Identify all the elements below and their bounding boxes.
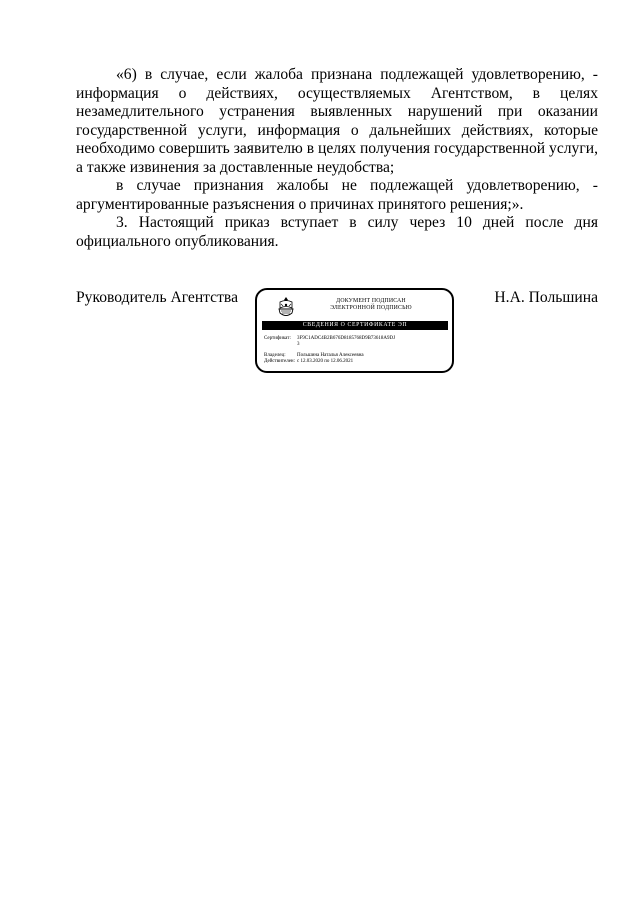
signatory-name: Н.А. Польшина <box>494 289 598 306</box>
validity-label: Действителен: <box>264 359 295 364</box>
coat-of-arms-icon <box>277 296 295 320</box>
certificate-label: Сертификат: <box>264 336 291 341</box>
certificate-row <box>264 336 450 342</box>
paragraph-entry-into-force: 3. Настоящий приказ вступает в силу через 10 дней после дня официального опубликования. <box>76 214 598 250</box>
paragraph-complaint-satisfied: «6) в случае, если жалоба признана подлежащей удовлетворению, - информация о действиях, осуществляемых Агентством, в целях незамедлительного устранения выявленных нарушений при оказании государственной услуги, информация о дальнейших действиях, которые необходимо совершить заявителю в целях получения государственной услуги, а также извинения за доставленные неудобства; <box>76 66 598 176</box>
validity-value: с 12.03.2020 по 12.06.2021 <box>297 359 354 364</box>
paragraph-complaint-rejected: в случае признания жалобы не подлежащей удовлетворению, - аргументированные разъяснения о причинах принятого решения;». <box>76 177 598 213</box>
stamp-title-line1: ДОКУМЕНТ ПОДПИСАН <box>336 298 406 304</box>
certificate-fields <box>264 336 450 365</box>
document-body <box>76 66 598 251</box>
electronic-signature-stamp <box>255 288 454 373</box>
signatory-position: Руководитель Агентства <box>76 289 238 306</box>
certificate-value: 3F9C1ADC4B2B676D8185768D9B73618A9DJ <box>297 336 396 341</box>
stamp-title-line2: ЭЛЕКТРОННОЙ ПОДПИСЬЮ <box>330 305 412 311</box>
owner-value: Польшина Наталья Алексеевна <box>297 353 364 358</box>
certificate-value-continued: 3 <box>297 342 300 347</box>
validity-row <box>264 359 450 365</box>
certificate-info-bar: СВЕДЕНИЯ О СЕРТИФИКАТЕ ЭП <box>262 321 448 330</box>
owner-label: Владелец: <box>264 353 286 358</box>
stamp-title <box>301 298 441 312</box>
